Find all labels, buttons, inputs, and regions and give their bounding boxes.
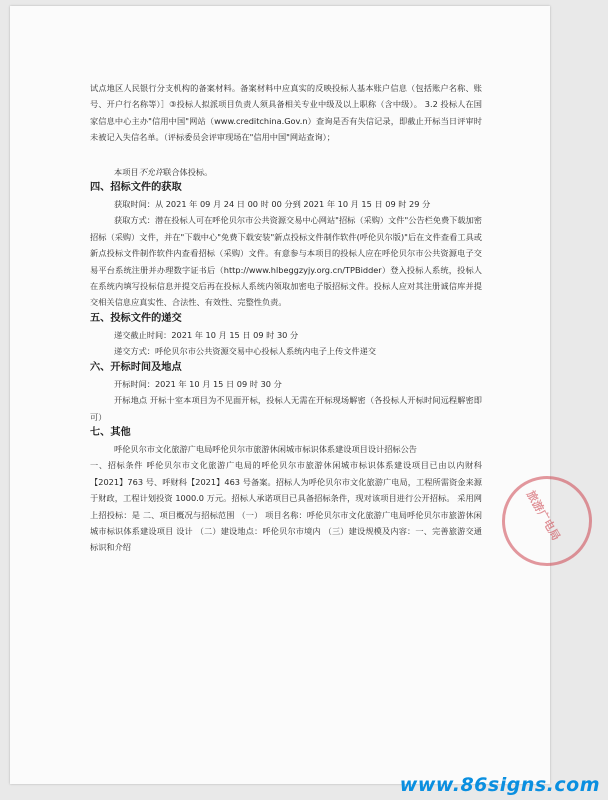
document-page [10, 6, 563, 784]
heading-section-7: 七、其他 [90, 426, 131, 438]
paragraph-open-place: 开标地点 开标十室本项目为不见面开标，投标人无需在开标现场解密（各投标人开标时间远程解密即可） [90, 395, 482, 422]
heading-section-5: 五、投标文件的递交 [90, 312, 182, 324]
heading-section-4: 四、招标文件的获取 [90, 182, 182, 194]
consortium-emphasis: 不允许 [138, 166, 164, 177]
paragraph-bank-account: 试点地区人民银行分支机构的备案材料。备案材料中应真实的反映投标人基本账户信息（包括账户名称、账号、开户行名称等）］③投标人拟派项目负责人须具备相关专业中级及以上职称（含中级）。 3.2 投标人在国家信息中心主办"信用中国"网站（www.creditchina.Gov.n）查询是否有失信记录，即截止开标当日评审时未被记入失信名单。（评标委员会评审现场在"信用中国"网站查询）； [90, 83, 482, 143]
watermark-logo: www.86signs.com [399, 774, 600, 796]
paragraph-open-time: 开标时间：2021 年 10 月 15 日 09 时 30 分 [114, 378, 282, 389]
paragraph-consortium [90, 164, 482, 180]
paragraph-announcement-title: 呼伦贝尔市文化旅游广电局呼伦贝尔市旅游休闲城市标识体系建设项目设计招标公告 [114, 443, 417, 454]
paragraph-submit-method: 递交方式：呼伦贝尔市公共资源交易中心投标人系统内电子上传文件递交 [114, 346, 377, 357]
paragraph-tender-conditions: 一、招标条件 呼伦贝尔市文化旅游广电局的呼伦贝尔市旅游休闲城市标识体系建设项目已由以内财科【2021】763 号、呼财科【2021】463 号备案。招标人为呼伦贝尔市文化旅游广电局，工程所需资金来源于财政，工程计划投资 1000.0 万元。招标人承诺项目已具备招标条件，现对该项目进行公开招标。 采用网上招投标：是 二、项目概况与招标范围 （一） 项目名称：呼伦贝尔市文化旅游广电局呼伦贝尔市旅游休闲城市标识体系建设项目 设计 （二）建设地点：呼伦贝尔市境内 （三）建设规模及内容：一、完善旅游交通标识和介绍 [90, 460, 482, 553]
consortium-post: 联合体投标。 [163, 166, 213, 177]
heading-section-6: 六、开标时间及地点 [90, 361, 182, 373]
paragraph-acquire-method: 获取方式：潜在投标人可在呼伦贝尔市公共资源交易中心网站"招标（采购）文件"公告栏免费下载加密招标（采购）文件，并在"下载中心"免费下载安装"新点投标文件制作软件(呼伦贝尔版)"后在文件查看工具或新点投标文件制作软件内查看招标（采购）文件。有意参与本项目的投标人应在呼伦贝尔市公共资源电子交易平台系统注册并办理数字证书后（http://www.hlbeggzyjy.org.cn/TPBidder）登入投标人系统，投标人在系统内填写投标信息并提交后再在投标人系统内领取加密电子版招标文件。投标人应对其注册诚信库并提交相关信息应真实性、合法性、有效性、完整性负责。 [90, 215, 482, 308]
document-body [90, 80, 482, 556]
stamp-text: 旅游广电局 [523, 488, 563, 543]
paragraph-submit-deadline: 递交截止时间：2021 年 10 月 15 日 09 时 30 分 [114, 329, 299, 340]
paragraph-acquire-time: 获取时间：从 2021 年 09 月 24 日 00 时 00 分到 2021 年 10 月 15 日 09 时 29 分 [114, 199, 431, 210]
consortium-pre: 本项目 [114, 166, 139, 177]
official-seal-stamp [486, 460, 608, 583]
